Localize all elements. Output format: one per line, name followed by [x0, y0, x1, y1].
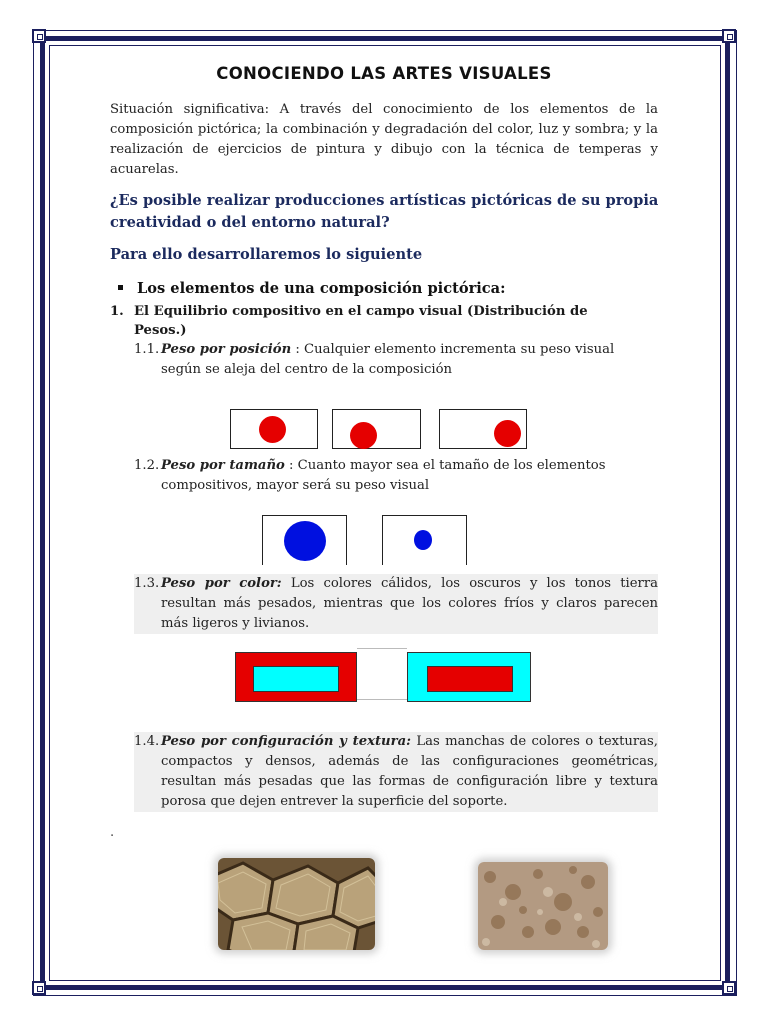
- border-corner-bottom-left: [32, 981, 46, 995]
- sub-item-term: Peso por posición: [161, 342, 292, 357]
- border-corner-bottom-right: [722, 981, 736, 995]
- bullet-item: [118, 280, 506, 297]
- sub-item-text: Las manchas de colores o texturas, compactos y densos, además de las configuraciones geométricas, resultan más pesadas que las formas de configuración libre y textura porosa que dejen entrever la superficie del soporte.: [161, 734, 658, 809]
- stray-dot: .: [110, 825, 115, 840]
- sub-item-term: Peso por color:: [161, 576, 282, 591]
- numbered-item-1: [110, 302, 610, 340]
- sub-item-number: 1.3.: [134, 576, 160, 591]
- page-title: CONOCIENDO LAS ARTES VISUALES: [216, 64, 552, 83]
- sub-item-peso-color: [134, 574, 658, 634]
- sub-item-text: : Cualquier elemento incrementa su peso visual según se aleja del centro de la composición: [161, 342, 615, 377]
- item-text: El Equilibrio compositivo en el campo visual (Distribución de Pesos.): [134, 304, 588, 338]
- tortoise-shell-texture-image: [218, 858, 375, 950]
- cyan-rectangle: [253, 666, 339, 692]
- position-diagram-center: [332, 409, 421, 449]
- border-corner-top-right: [722, 29, 736, 43]
- guiding-question: ¿Es posible realizar producciones artísticas pictóricas de su propia creatividad o del entorno natural?: [110, 192, 659, 231]
- porous-surface-texture-image: [478, 862, 608, 950]
- border-corner-top-left: [32, 29, 46, 43]
- red-circle: [350, 422, 377, 449]
- color-weight-diagram: [235, 646, 531, 702]
- item-number: 1.: [110, 304, 124, 319]
- blue-circle-large: [284, 521, 326, 561]
- sub-item-term: Peso por tamaño: [161, 458, 285, 473]
- size-diagram-small: [382, 515, 467, 565]
- sub-item-number: 1.1.: [134, 342, 160, 357]
- section-subheading: Para ello desarrollaremos lo siguiente: [110, 246, 423, 263]
- red-circle: [259, 416, 286, 443]
- cyan-frame: [407, 652, 531, 702]
- red-frame: [235, 652, 357, 702]
- sub-item-text: : Cuanto mayor sea el tamaño de los elementos compositivos, mayor será su peso visual: [161, 458, 606, 493]
- position-diagram-left: [230, 409, 318, 449]
- sub-item-number: 1.4.: [134, 734, 160, 749]
- position-diagram-right: [439, 409, 527, 449]
- sub-item-peso-tamano: [134, 456, 658, 496]
- situacion-paragraph: Situación significativa: A través del conocimiento de los elementos de la composición pictórica; la combinación y degradación del color, luz y sombra; y la realización de ejercicios de pintura y dibujo con la técnica de temperas y acuarelas.: [110, 102, 658, 177]
- red-rectangle: [427, 666, 513, 692]
- blue-circle-small: [414, 530, 432, 550]
- page-border-inner: [49, 45, 721, 981]
- square-bullet-icon: [118, 285, 123, 290]
- bullet-text: Los elementos de una composición pictórica:: [137, 280, 506, 297]
- red-circle: [494, 420, 521, 447]
- size-diagram-large: [262, 515, 347, 565]
- sub-item-number: 1.2.: [134, 458, 160, 473]
- sub-item-text: Los colores cálidos, los oscuros y los tonos tierra resultan más pesados, mientras que los colores fríos y claros parecen más ligeros y livianos.: [161, 576, 658, 631]
- sub-item-peso-configuracion: [134, 732, 658, 812]
- sub-item-peso-posicion: [134, 340, 658, 380]
- sub-item-term: Peso por configuración y textura:: [161, 734, 411, 749]
- connector-gap: [357, 648, 407, 700]
